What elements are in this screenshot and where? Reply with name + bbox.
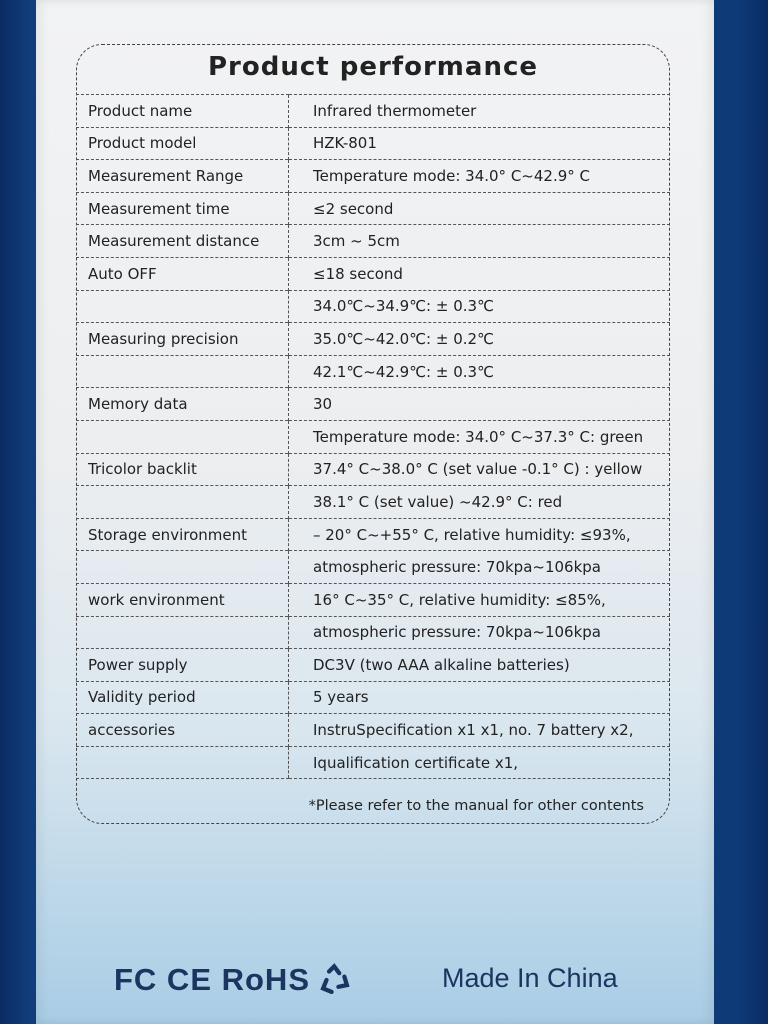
spec-row (76, 453, 670, 486)
spec-label: Measurement time (76, 192, 289, 225)
spec-label: work environment (76, 583, 289, 616)
spec-row (76, 583, 670, 616)
spec-label (76, 486, 289, 519)
spec-row (76, 127, 670, 160)
spec-label (76, 420, 289, 453)
spec-value: 30 (289, 388, 671, 421)
spec-label: Measurement distance (76, 225, 289, 258)
spec-row (76, 323, 670, 356)
spec-label (76, 355, 289, 388)
certification-marks (114, 962, 352, 998)
spec-label (76, 290, 289, 323)
spec-value: ≤18 second (289, 257, 671, 290)
spec-row (76, 681, 670, 714)
spec-title: Product performance (207, 52, 538, 82)
footnote: *Please refer to the manual for other contents (308, 798, 644, 814)
spec-value: 38.1° C (set value) ~42.9° C: red (289, 486, 671, 519)
spec-label: Power supply (76, 649, 289, 682)
spec-value: InstruSpecification x1 x1, no. 7 battery x2, (289, 714, 671, 747)
spec-row (76, 355, 670, 388)
spec-row (76, 714, 670, 747)
spec-label: Storage environment (76, 518, 289, 551)
spec-row (76, 518, 670, 551)
spec-value: 35.0℃~42.0℃: ± 0.2℃ (289, 323, 671, 356)
spec-label (76, 616, 289, 649)
spec-label: Measuring precision (76, 323, 289, 356)
spec-value: 37.4° C~38.0° C (set value -0.1° C) : yellow (289, 453, 671, 486)
spec-label: Measurement Range (76, 160, 289, 193)
spec-row (76, 486, 670, 519)
certification-text: FC CE RoHS (114, 962, 310, 997)
spec-row (76, 160, 670, 193)
spec-value: Temperature mode: 34.0° C~42.9° C (289, 160, 671, 193)
spec-row (76, 192, 670, 225)
spec-label: Memory data (76, 388, 289, 421)
spec-label (76, 551, 289, 584)
spec-value: Iqualification certificate x1, (289, 746, 671, 779)
spec-value: Temperature mode: 34.0° C~37.3° C: green (289, 420, 671, 453)
spec-row (76, 225, 670, 258)
spec-label: Auto OFF (76, 257, 289, 290)
spec-row (76, 257, 670, 290)
spec-value: HZK-801 (289, 127, 671, 160)
spec-label: accessories (76, 714, 289, 747)
spec-row (76, 746, 670, 779)
spec-value: 16° C~35° C, relative humidity: ≤85%, (289, 583, 671, 616)
spec-value: atmospheric pressure: 70kpa~106kpa (289, 551, 671, 584)
spec-row (76, 388, 670, 421)
spec-value: 34.0℃~34.9℃: ± 0.3℃ (289, 290, 671, 323)
spec-label (76, 746, 289, 779)
spec-value: ≤2 second (289, 192, 671, 225)
spec-value: – 20° C~+55° C, relative humidity: ≤93%, (289, 518, 671, 551)
spec-label: Product model (76, 127, 289, 160)
spec-value: 5 years (289, 681, 671, 714)
spec-value: Infrared thermometer (289, 95, 671, 128)
spec-value: 42.1℃~42.9℃: ± 0.3℃ (289, 355, 671, 388)
spec-value: atmospheric pressure: 70kpa~106kpa (289, 616, 671, 649)
spec-row (76, 649, 670, 682)
spec-table (76, 94, 670, 779)
spec-row (76, 616, 670, 649)
spec-label: Product name (76, 95, 289, 128)
spec-row (76, 95, 670, 128)
spec-label: Tricolor backlit (76, 453, 289, 486)
spec-row (76, 420, 670, 453)
origin-label: Made In China (442, 963, 618, 993)
spec-value: 3cm ~ 5cm (289, 225, 671, 258)
spec-label: Validity period (76, 681, 289, 714)
spec-row (76, 290, 670, 323)
spec-row (76, 551, 670, 584)
spec-value: DC3V (two AAA alkaline batteries) (289, 649, 671, 682)
recycle-icon (318, 963, 352, 997)
